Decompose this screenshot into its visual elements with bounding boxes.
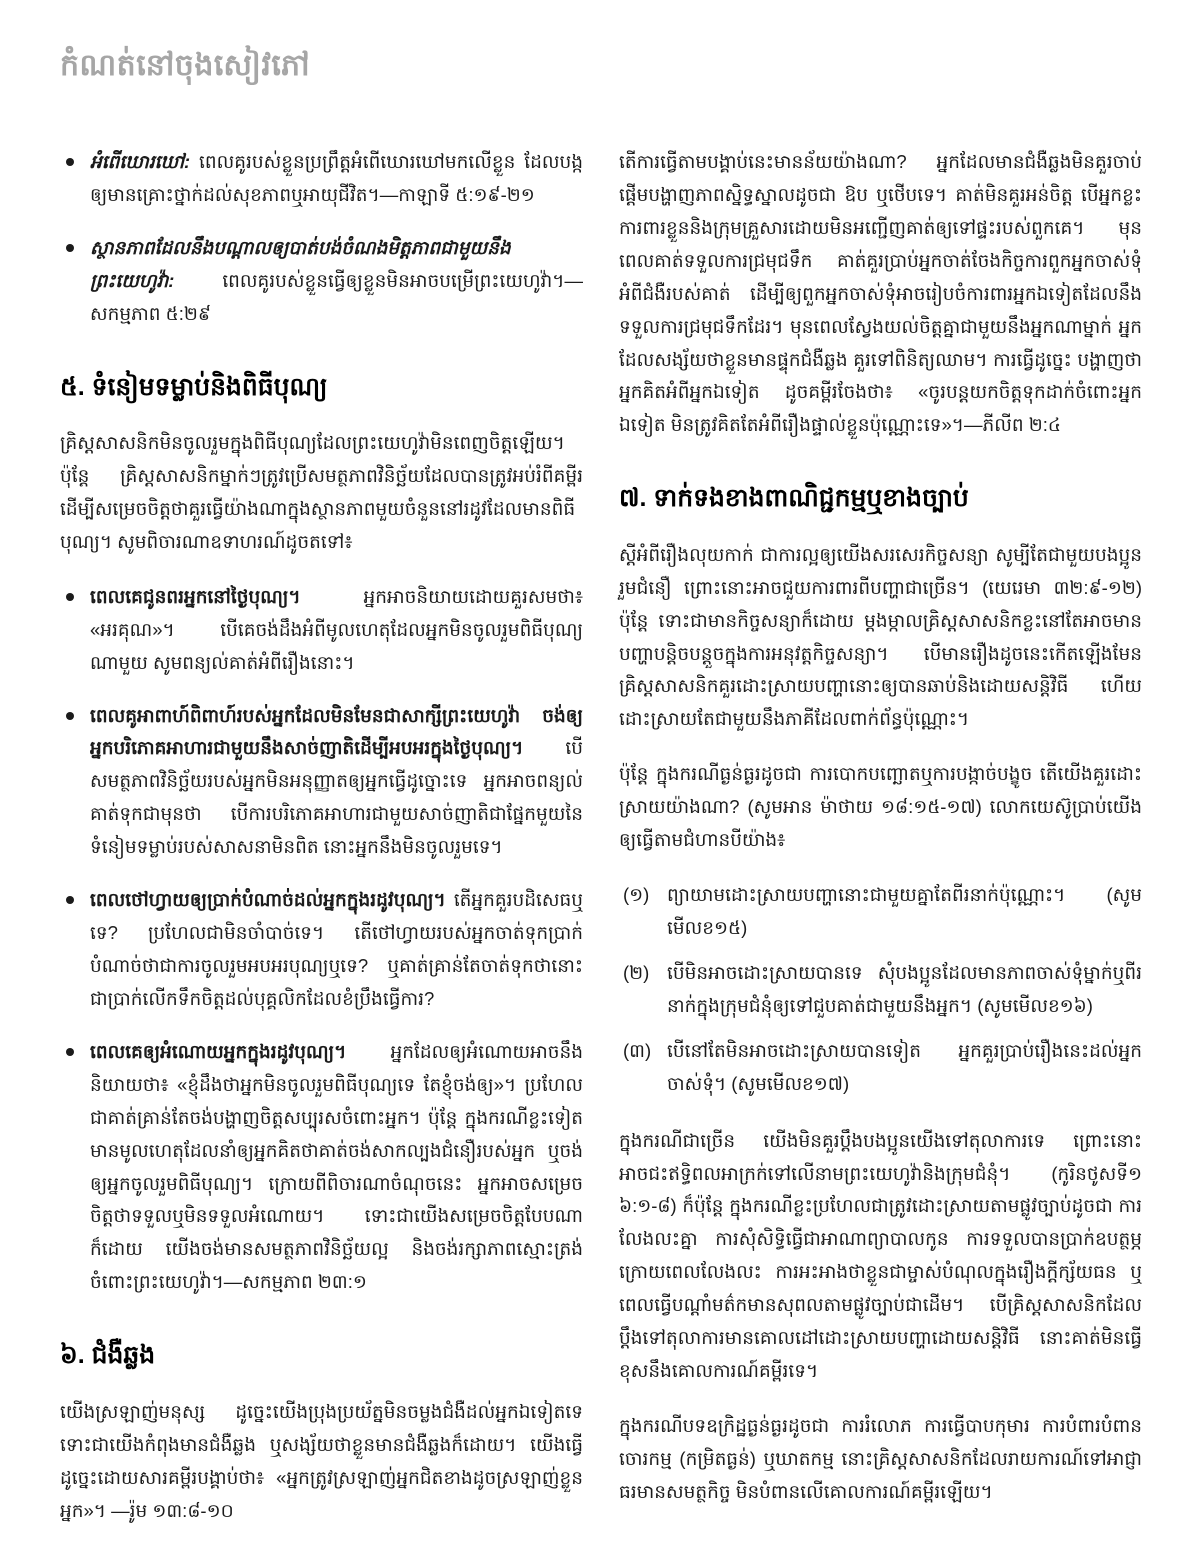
bullet-item [60, 884, 583, 1016]
bullet-lead: អំពើឃោរឃៅ: [90, 151, 200, 172]
bullet-text: អ្នកដែលឲ្យអំណោយអាចនឹងនិយាយថា៖ «ខ្ញុំដឹងថាអ្នកមិនចូលរួមពិធីបុណ្យទេ តែខ្ញុំចង់ឲ្យ»។ ប្រហែលជាគាត់គ្រាន់តែចង់បង្ហាញចិត្តសប្បុរសចំពោះអ្នក។ ប៉ុន្តែ ក្នុងករណីខ្លះទៀតមានមូលហេតុដែលនាំឲ្យអ្នកគិតថាគាត់ចង់សាកល្បងជំនឿរបស់អ្នក ឬចង់ឲ្យអ្នកចូលរួមពិធីបុណ្យ។ ក្រោយពីពិចារណាចំណុចនេះ អ្នកអាចសម្រេចចិត្តថាទទួលឬមិនទទួលអំណោយ។ ទោះជាយើងសម្រេចចិត្តបែបណាក៏ដោយ យើងចង់មានសមត្ថភាពវិនិច្ឆ័យល្អ និងចង់រក្សាភាពស្មោះត្រង់ចំពោះព្រះយេហូវ៉ា។—សកម្មភាព ២៣:១ [90, 1040, 583, 1293]
step-number: (២) [623, 961, 650, 983]
bullet-lead: ពេលថៅហ្វាយឲ្យប្រាក់បំណាច់ដល់អ្នកក្នុងរដូវបុណ្យ។ [90, 889, 454, 911]
bullet-text: ពេលគូរបស់ខ្លួនប្រព្រឹត្តអំពើឃោរឃៅមកលើខ្លួន ដែលបង្កឲ្យមានគ្រោះថ្នាក់ដល់សុខភាពឬអាយុជីវិត។—កាឡាទី ៥:១៩-២១ [90, 151, 584, 205]
bullet-dot-icon [66, 244, 74, 252]
step-item [619, 1035, 1142, 1101]
section-5-heading: ៥. ទំនៀមទម្លាប់និងពិធីបុណ្យ [60, 372, 328, 401]
bullet-lead: ស្ថានភាពដែលនឹងបណ្ដាលឲ្យបាត់បង់ចំណងមិត្តភាពជាមួយនឹងព្រះយេហូវ៉ា: [90, 236, 511, 291]
left-column [60, 146, 583, 1543]
step-text: ព្យាយាមដោះស្រាយបញ្ហានោះជាមួយគ្នាតែពីរនាក់ប៉ុណ្ណោះ។ (សូមមើលខ១៥) [667, 884, 1142, 939]
section-7-heading: ៧. ទាក់ទងខាងពាណិជ្ជកម្មឬខាងច្បាប់ [619, 484, 969, 513]
step-text: បើនៅតែមិនអាចដោះស្រាយបានទៀត អ្នកគួរប្រាប់រឿងនេះដល់អ្នកចាស់ទុំ។ (សូមមើលខ១៧) [667, 1039, 1142, 1094]
bullet-dot-icon [66, 158, 74, 166]
bullet-text: អ្នកអាចនិយាយដោយគួរសមថា៖ «អរគុណ»។ បើគេចង់ដឹងអំពីមូលហេតុដែលអ្នកមិនចូលរួមពិធីបុណ្យណាមួយ សូមពន្យល់គាត់អំពីរឿងនោះ។ [90, 585, 583, 673]
section-7-paragraph-1: ស្ដីអំពីរឿងលុយកាក់ ជាការល្អឲ្យយើងសរសេរកិច្ចសន្យា សូម្បីតែជាមួយបងប្អូនរួមជំនឿ ព្រោះនោះអាចជួយការពារពីបញ្ហាជាច្រើន។ (យេរេមា ៣២:៩-១២) ប៉ុន្តែ ទោះជាមានកិច្ចសន្យាក៏ដោយ ម្ដងម្កាលគ្រិស្តសាសនិកខ្លះនៅតែអាចមានបញ្ហាបន្ដិចបន្ដួចក្នុងការអនុវត្តកិច្ចសន្យា។ បើមានរឿងដូចនេះកើតឡើងមែន គ្រិស្តសាសនិកគួរដោះស្រាយបញ្ហានោះឲ្យបានឆាប់និងដោយសន្ដិវិធី ហើយដោះស្រាយតែជាមួយនឹងភាគីដែលពាក់ព័ន្ធប៉ុណ្ណោះ។ [619, 543, 1142, 730]
bullet-item [60, 232, 583, 331]
endnote-bullet-list [60, 146, 583, 331]
step-item [619, 957, 1142, 1023]
bullet-dot-icon [66, 712, 74, 720]
step-text: បើមិនអាចដោះស្រាយបានទេ សុំបងប្អូនដែលមានភាពចាស់ទុំម្នាក់ឬពីរនាក់ក្នុងក្រុមជំនុំឲ្យទៅជួបគាត់ជាមួយនឹងអ្នក។ (សូមមើលខ១៦) [667, 961, 1142, 1016]
section-7-paragraph-3: ក្នុងករណីជាច្រើន យើងមិនគួរប្ដឹងបងប្អូនយើងទៅតុលាការទេ ព្រោះនោះអាចជះឥទ្ធិពលអាក្រក់ទៅលើនាមព្រះយេហូវ៉ានិងក្រុមជំនុំ។ (កូរិនថូសទី១ ៦:១-៨) ក៏ប៉ុន្តែ ក្នុងករណីខ្លះប្រហែលជាត្រូវដោះស្រាយតាមផ្លូវច្បាប់ដូចជា ការលែងលះគ្នា ការសុំសិទ្ធិធ្វើជាអាណាព្យាបាលកូន ការទទួលបានប្រាក់ឧបត្ថម្ភក្រោយពេលលែងលះ ការអះអាងថាខ្លួនជាម្ចាស់បំណុលក្នុងរឿងក្ដីក្ស័យធន ឬពេលធ្វើបណ្ដាំមត៌កមានសុពលតាមផ្លូវច្បាប់ជាដើម។ បើគ្រិស្តសាសនិកដែលប្ដឹងទៅតុលាការមានគោលដៅដោះស្រាយបញ្ហាដោយសន្ដិវិធី នោះគាត់មិនធ្វើខុសនឹងគោលការណ៍គម្ពីរទេ។ [619, 1129, 1142, 1382]
step-item [619, 879, 1142, 945]
bullet-item [60, 700, 583, 865]
bullet-dot-icon [66, 896, 74, 904]
section-5-intro: គ្រិស្តសាសនិកមិនចូលរួមក្នុងពិធីបុណ្យដែលព្រះយេហូវ៉ាមិនពេញចិត្តឡើយ។ ប៉ុន្តែ គ្រិស្តសាសនិកម្នាក់ៗត្រូវប្រើសមត្ថភាពវិនិច្ឆ័យដែលបានត្រូវអប់រំពីគម្ពីរ ដើម្បីសម្រេចចិត្តថាគួរធ្វើយ៉ាងណាក្នុងស្ថានភាពមួយចំនួននៅរដូវដែលមានពិធីបុណ្យ។ សូមពិចារណាឧទាហរណ៍ដូចតទៅ៖ [60, 432, 583, 552]
section-6-heading: ៦. ជំងឺឆ្លង [60, 1341, 156, 1370]
section-5-bullet-list [60, 581, 583, 1299]
bullet-dot-icon [66, 1048, 74, 1056]
bullet-lead: ពេលគេឲ្យអំណោយអ្នកក្នុងរដូវបុណ្យ។ [90, 1040, 391, 1062]
bullet-text: បើសមត្ថភាពវិនិច្ឆ័យរបស់អ្នកមិនអនុញ្ញាតឲ្យអ្នកធ្វើដូច្នោះទេ អ្នកអាចពន្យល់គាត់ទុកជាមុនថា បើការបរិភោគអាហារជាមួយសាច់ញាតិជាផ្នែកមួយនៃទំនៀមទម្លាប់របស់សាសនាមិនពិត នោះអ្នកនឹងមិនចូលរួមទេ។ [90, 737, 583, 858]
two-column-layout [60, 146, 1142, 1543]
bullet-dot-icon [66, 593, 74, 601]
bullet-lead: ពេលគេជូនពរអ្នកនៅថ្ងៃបុណ្យ។ [90, 585, 364, 607]
right-column [619, 146, 1142, 1543]
bullet-item [60, 581, 583, 680]
page-title: កំណត់នៅចុងសៀវភៅ [60, 49, 311, 82]
bullet-item [60, 1036, 583, 1299]
section-7-paragraph-2: ប៉ុន្តែ ក្នុងករណីធ្ងន់ធ្ងរដូចជា ការបោកបញ្ឆោតឬការបង្កាច់បង្ខូច តើយើងគួរដោះស្រាយយ៉ាងណា? (សូមអាន ម៉ាថាយ ១៨:១៥-១៧) លោកយេស៊ូប្រាប់យើងឲ្យធ្វើតាមជំហានបីយ៉ាង៖ [619, 763, 1142, 851]
section-6-continuation-paragraph: តើការធ្វើតាមបង្គាប់នេះមានន័យយ៉ាងណា? អ្នកដែលមានជំងឺឆ្លងមិនគួរចាប់ផ្ដើមបង្ហាញភាពស្និទ្ធស្នាលដូចជា ឱប ឬថើបទេ។ គាត់មិនគួរអន់ចិត្ត បើអ្នកខ្លះការពារខ្លួននិងក្រុមគ្រួសារដោយមិនអញ្ជើញគាត់ឲ្យទៅផ្ទះរបស់ពួកគេ។ មុនពេលគាត់ទទួលការជ្រមុជទឹក គាត់គួរប្រាប់អ្នកចាត់ចែងកិច្ចការពួកអ្នកចាស់ទុំអំពីជំងឺរបស់គាត់ ដើម្បីឲ្យពួកអ្នកចាស់ទុំអាចរៀបចំការពារអ្នកឯទៀតដែលនឹងទទួលការជ្រមុជទឹកដែរ។ មុនពេលស្វែងយល់ចិត្តគ្នាជាមួយនឹងអ្នកណាម្នាក់ អ្នកដែលសង្ស័យថាខ្លួនមានផ្ទុកជំងឺឆ្លង គួរទៅពិនិត្យឈាម។ ការធ្វើដូច្នេះ បង្ហាញថាអ្នកគិតអំពីអ្នកឯទៀត ដូចគម្ពីរចែងថា៖ «ចូរបន្តយកចិត្តទុកដាក់ចំពោះអ្នកឯទៀត មិនត្រូវគិតតែអំពីរឿងផ្ទាល់ខ្លួនប៉ុណ្ណោះទេ»។—ភីលីព ២:៤ [619, 151, 1142, 436]
bullet-lead: ពេលគូអាពាហ៍ពិពាហ៍របស់អ្នកដែលមិនមែនជាសាក្សីព្រះយេហូវ៉ា ចង់ឲ្យអ្នកបរិភោគអាហារជាមួយនឹងសាច់ញាតិដើម្បីអបអរក្នុងថ្ងៃបុណ្យ។ [90, 704, 583, 759]
section-6-paragraph: យើងស្រឡាញ់មនុស្ស ដូច្នេះយើងប្រុងប្រយ័ត្នមិនចម្លងជំងឺដល់អ្នកឯទៀតទេ ទោះជាយើងកំពុងមានជំងឺឆ្លង ឬសង្ស័យថាខ្លួនមានជំងឺឆ្លងក៏ដោយ។ យើងធ្វើដូច្នេះដោយសារគម្ពីរបង្គាប់ថា៖ «អ្នកត្រូវស្រឡាញ់អ្នកជិតខាងដូចស្រឡាញ់ខ្លួនអ្នក»។ —រ៉ូម ១៣:៨-១០ [60, 1400, 583, 1521]
bullet-text: តើអ្នកគួរបដិសេធឬទេ? ប្រហែលជាមិនចាំបាច់ទេ។ តើថៅហ្វាយរបស់អ្នកចាត់ទុកប្រាក់បំណាច់ថាជាការចូលរួមអបអរបុណ្យឬទេ? ឬគាត់គ្រាន់តែចាត់ទុកថានោះជាប្រាក់លើកទឹកចិត្តដល់បុគ្គលិកដែលខំប្រឹងធ្វើការ? [90, 889, 583, 1009]
bullet-text: ពេលគូរបស់ខ្លួនធ្វើឲ្យខ្លួនមិនអាចបម្រើព្រះយេហូវ៉ា។—សកម្មភាព ៥:២៩ [90, 269, 583, 324]
resolution-steps-list [619, 879, 1142, 1101]
step-number: (៣) [623, 1039, 652, 1061]
section-7-paragraph-4: ក្នុងករណីបទឧក្រិដ្ឋធ្ងន់ធ្ងរដូចជា ការរំលោភ ការធ្វើបាបកុមារ ការបំពារបំពាន ចោរកម្ម (កម្រិតធ្ងន់) ឬឃាតកម្ម នោះគ្រិស្តសាសនិកដែលរាយការណ៍ទៅអាជ្ញាធរមានសមត្ថកិច្ច មិនបំពានលើគោលការណ៍គម្ពីរឡើយ។ [619, 1415, 1142, 1502]
step-number: (១) [623, 884, 650, 906]
bullet-item [60, 146, 583, 212]
